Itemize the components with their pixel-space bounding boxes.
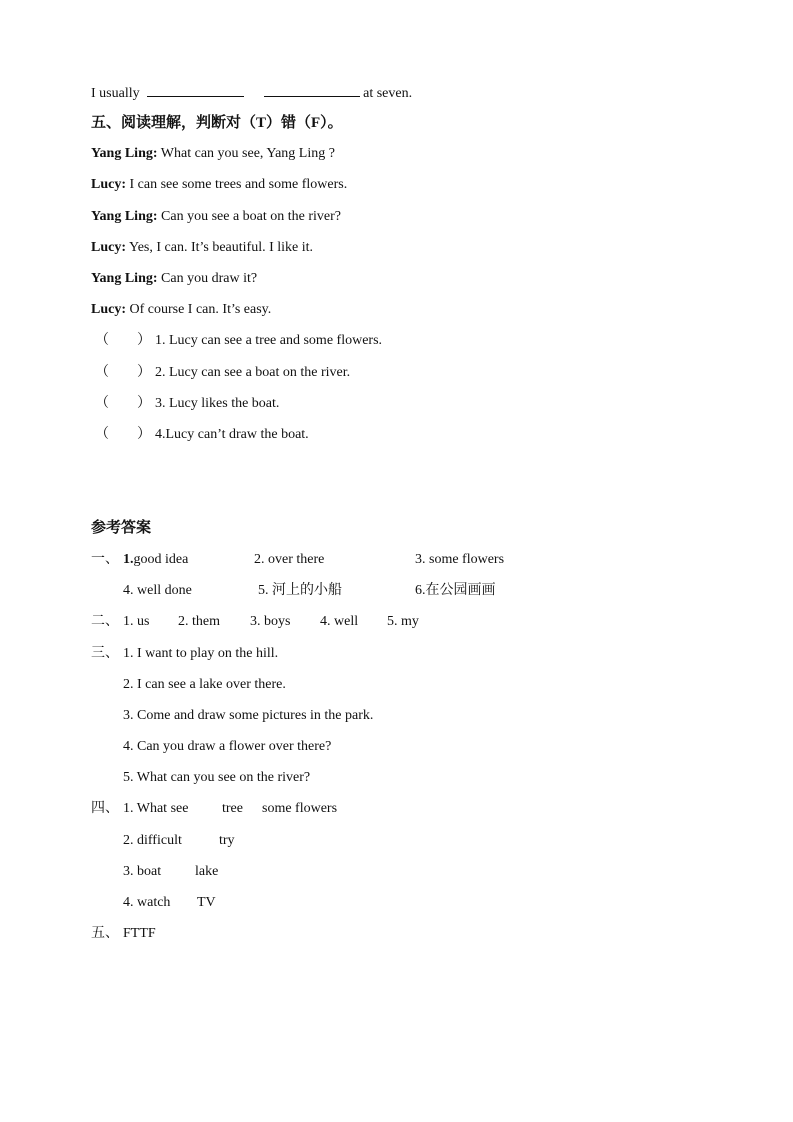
answer-blank-2 [264, 83, 360, 97]
answer-item: 3. boys [250, 614, 291, 629]
answer-item: 5. 河上的小船 [258, 583, 342, 598]
answer-item: 1. What see [123, 801, 189, 816]
answer-text: good idea [133, 552, 189, 567]
speaker-name: Lucy: [91, 177, 126, 192]
answer-item: 3. Come and draw some pictures in the park. [123, 708, 374, 723]
answer-paren-close: ） [137, 365, 151, 380]
speaker-name: Yang Ling: [91, 146, 158, 161]
answer-item: 5. my [387, 614, 419, 629]
answer-paren-open: （ [95, 396, 109, 411]
answer-item: 1. us [123, 614, 150, 629]
dialogue-line [91, 145, 335, 163]
answer-item: 4. watch [123, 895, 171, 910]
dialogue-text: I can see some trees and some flowers. [129, 177, 348, 192]
answer-item: some flowers [262, 801, 338, 816]
dialogue-line [91, 301, 271, 319]
dialogue-text: Yes, I can. It’s beautiful. I like it. [128, 240, 314, 255]
speaker-name: Yang Ling: [91, 271, 158, 286]
dialogue-text: Can you see a boat on the river? [161, 209, 342, 224]
answer-item: 2. over there [254, 552, 325, 567]
part-label: 一、 [91, 552, 119, 567]
answer-item: 4. Can you draw a flower over there? [123, 739, 332, 754]
answer-item: 5. What can you see on the river? [123, 770, 311, 785]
fill-line-suffix: at seven. [363, 86, 413, 101]
question-text: 1. Lucy can see a tree and some flowers. [155, 333, 383, 348]
answer-paren-close: ） [137, 396, 151, 411]
dialogue-line [91, 176, 347, 194]
answer-item: lake [195, 864, 219, 879]
question-text: 3. Lucy likes the boat. [155, 396, 280, 411]
dialogue-line [91, 208, 341, 226]
answer-blank-1 [147, 83, 244, 97]
dialogue-text: Can you draw it? [161, 271, 258, 286]
speaker-name: Lucy: [91, 240, 126, 255]
answer-item: 1. I want to play on the hill. [123, 646, 279, 661]
answer-item: 2. I can see a lake over there. [123, 677, 286, 692]
part-label: 二、 [91, 614, 119, 629]
answer-key-title: 参考答案 [91, 520, 152, 536]
answer-item: 6.在公园画画 [415, 583, 496, 598]
answer-item: 2. difficult [123, 833, 182, 848]
part-label: 四、 [91, 801, 119, 816]
answer-item: 4. well done [123, 583, 192, 598]
speaker-name: Yang Ling: [91, 209, 158, 224]
answer-item: TV [197, 895, 216, 910]
answer-item: tree [222, 801, 243, 816]
answer-item: 2. them [178, 614, 220, 629]
section-five-title: 五、阅读理解，判断对（T）错（F）。 [91, 115, 343, 131]
dialogue-text: Of course I can. It’s easy. [129, 302, 272, 317]
question-text: 2. Lucy can see a boat on the river. [155, 365, 351, 380]
dialogue-line [91, 270, 257, 288]
answer-paren-close: ） [137, 333, 151, 348]
fill-line-prefix: I usually [91, 86, 140, 101]
dialogue-text: What can you see, Yang Ling ? [160, 146, 335, 161]
part-label: 五、 [91, 926, 119, 941]
answer-item: 3. boat [123, 864, 162, 879]
answer-paren-close: ） [137, 427, 151, 442]
part-label: 三、 [91, 646, 119, 661]
speaker-name: Lucy: [91, 302, 126, 317]
answer-paren-open: （ [95, 427, 109, 442]
fill-in-line [91, 83, 412, 103]
answer-item: 3. some flowers [415, 552, 505, 567]
answer-item: FTTF [123, 926, 156, 941]
dialogue-line [91, 239, 313, 257]
answer-item [123, 551, 188, 569]
answer-number: 1. [123, 552, 134, 567]
answer-paren-open: （ [95, 365, 109, 380]
answer-paren-open: （ [95, 333, 109, 348]
question-text: 4.Lucy can’t draw the boat. [155, 427, 309, 442]
answer-item: try [219, 833, 235, 848]
answer-item: 4. well [320, 614, 359, 629]
